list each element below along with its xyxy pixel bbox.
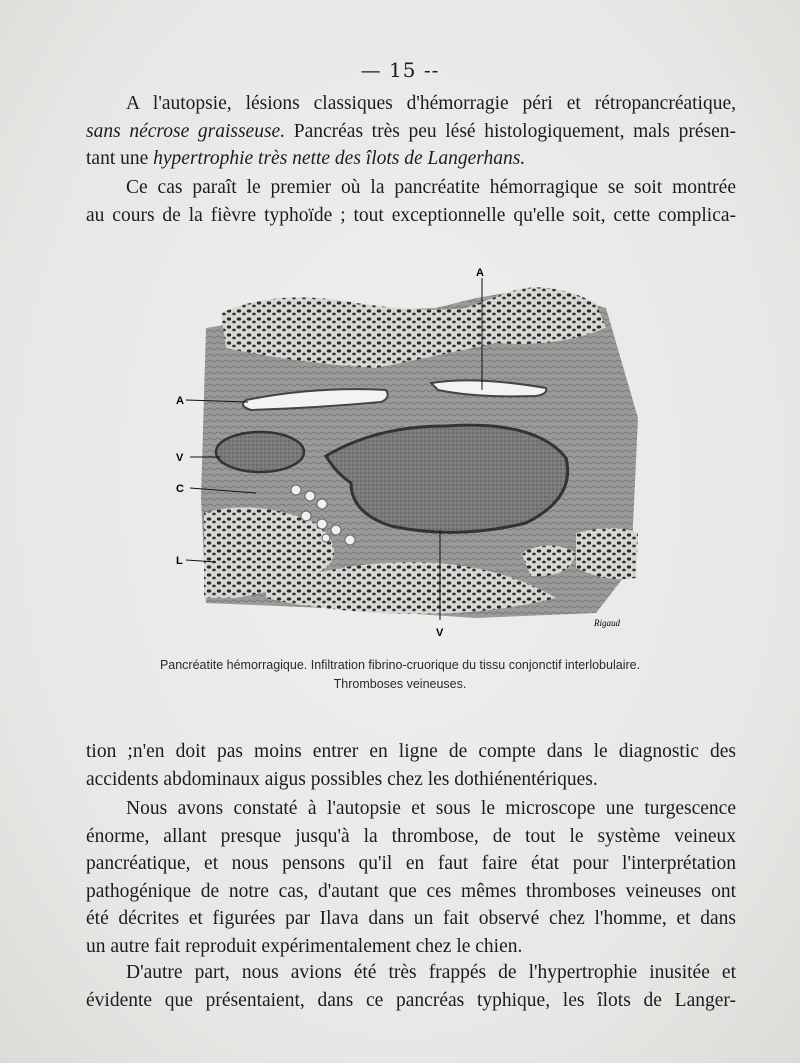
label-a-top: A [476,267,484,279]
text-line: énorme, allant presque jusqu'à la thrombose, de tout le système veineux [86,825,736,847]
paragraph-continuation [86,738,736,793]
text-line: Nous avons constaté à l'autopsie et sous le microscope une turgescence [126,798,736,819]
page-number: — 15 -- [360,58,440,82]
paragraph-hypertrophy [86,959,736,1014]
italic-phrase: sans nécrose graisseuse. [86,120,286,142]
lobule-right [576,528,638,579]
text-line: A l'autopsie, lésions classiques d'hémorragie péri et rétropancréatique, [126,93,736,114]
label-v-bottom: V [436,627,444,639]
text-line: évidente que présentaient, dans ce pancréas typhique, les îlots de Langer- [86,989,736,1011]
label-c-left: C [176,483,184,495]
text-line: été décrites et figurées par Ilava dans un fait observé chez l'homme, et dans [86,908,736,929]
paragraph-autopsy [86,90,736,173]
text-line: pancréatique, et nous pensons qu'il en faut faire état pour l'interprétation [86,853,736,874]
pancreas-section-illustration [176,267,648,639]
histology-figure [176,267,648,639]
text-line [86,145,736,173]
text-segment: tant une [86,148,154,169]
caption-line: Pancréatite hémorragique. Infiltration fibrino-cruorique du tissu conjonctif interlobulaire. [159,658,641,672]
figure-caption [0,656,800,694]
paragraph-first-case [86,174,736,229]
artist-signature: Rigaud [594,618,620,628]
text-segment: Pancréas très peu lésé histologiquement, mals présen- [285,120,736,142]
label-l-left: L [176,555,183,567]
text-line: au cours de la fièvre typhoïde ; tout exceptionnelle qu'elle soit, cette complica- [86,204,736,226]
caption-line: Thromboses veineuses. [333,677,467,691]
label-v-left: V [176,452,184,464]
text-line: Ce cas paraît le premier où la pancréatite hémorragique se soit montrée [126,177,736,198]
text-line: accidents abdominaux aigus possibles chez les dothiénentériques. [86,768,598,790]
text-line: pathogénique de notre cas, d'autant que ces mêmes thromboses veineuses ont [86,880,736,902]
text-line [86,118,736,146]
text-line: un autre fait reproduit expérimentalement chez le chien. [86,935,523,957]
label-a-left: A [176,395,184,407]
text-line: D'autre part, nous avions été très frappés de l'hypertrophie inusitée et [126,962,736,983]
vein-left [216,432,304,472]
paragraph-thrombosis [86,795,736,960]
italic-phrase: hypertrophie très nette des îlots de Langerhans. [153,148,526,169]
text-line: tion ;n'en doit pas moins entrer en ligne de compte dans le diagnostic des [86,741,736,762]
